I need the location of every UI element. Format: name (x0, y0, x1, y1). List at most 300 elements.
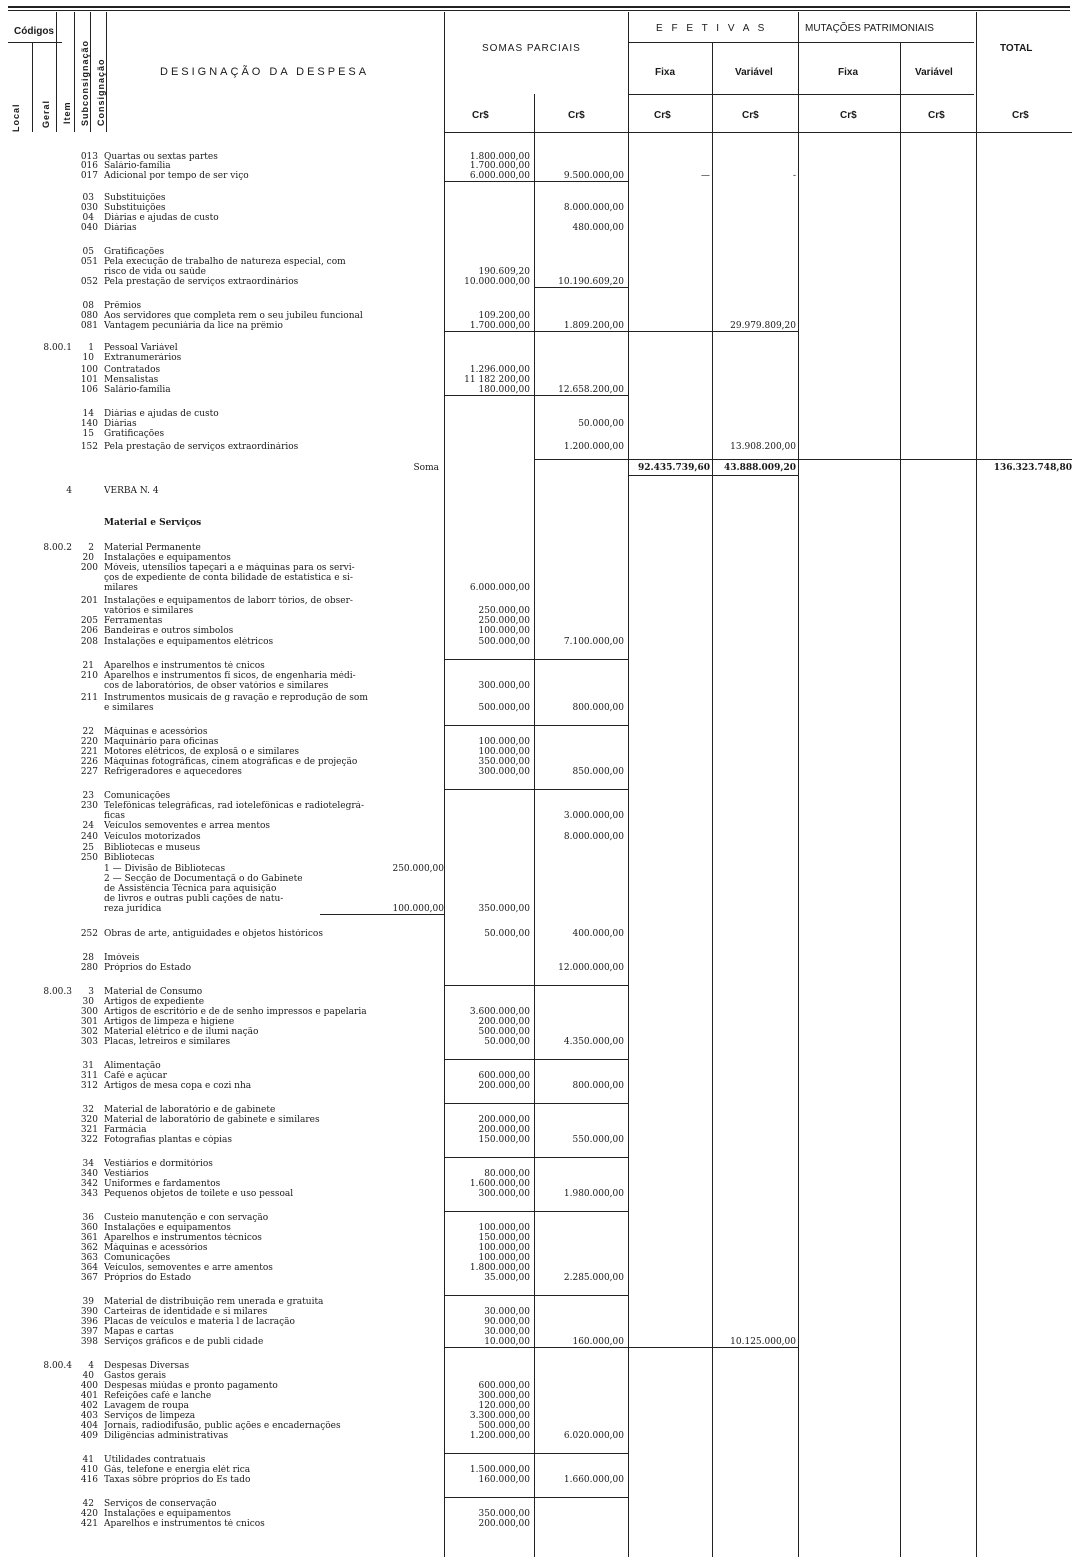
row-sp1: 500.000,00 (478, 637, 530, 647)
row-code: 340 (80, 1169, 98, 1179)
row-description: Serviços de limpeza (104, 1411, 196, 1421)
row-code: 221 (80, 747, 98, 757)
row-code: 362 (80, 1243, 98, 1253)
header-subconsignacao: Subconsignação (80, 39, 90, 126)
row-description: reza jurídica (104, 904, 162, 914)
codigos-underline (8, 42, 62, 43)
row-description: Fotografias plantas e cópias (104, 1135, 233, 1145)
table-row (0, 543, 1078, 553)
header-mutacoes-fixa: Fixa (838, 67, 859, 78)
row-description: Aos servidores que completa rem o seu jubileu funcional (104, 311, 363, 321)
row-sp2: 480.000,00 (572, 223, 624, 233)
row-code: 081 (80, 321, 98, 331)
row-description: Imóveis (104, 953, 140, 963)
row-description: Próprios do Estado (104, 963, 192, 973)
row-description: Prêmios (104, 301, 142, 311)
table-row (0, 1455, 1078, 1465)
row-sp2: 2.285.000,00 (563, 1273, 624, 1283)
row-code: 312 (80, 1081, 98, 1091)
row-description: Substituições (104, 193, 166, 203)
table-row (0, 1263, 1078, 1273)
row-code: 24 (82, 821, 94, 831)
table-row (0, 442, 1078, 452)
table-row (0, 616, 1078, 626)
row-description: Vestiários (104, 1169, 149, 1179)
table-row (0, 953, 1078, 963)
row-description: Gratificações (104, 429, 165, 439)
row-description: risco de vida ou saúde (104, 267, 206, 277)
row-sp1: 6.000.000,00 (469, 171, 530, 181)
row-ev: 10.125.000,00 (730, 1337, 796, 1347)
row-description: Artigos de mesa copa e cozi nha (104, 1081, 252, 1091)
table-row (0, 1499, 1078, 1509)
rule (444, 1059, 628, 1060)
row-sp1: 10.000.000,00 (464, 277, 530, 287)
rule (444, 725, 628, 726)
row-description: Material de laboratório de gabinete e similares (104, 1115, 320, 1125)
table-row (0, 553, 1078, 563)
row-code: 34 (82, 1159, 94, 1169)
row-code: 401 (80, 1391, 98, 1401)
table-row (0, 1223, 1078, 1233)
rule (444, 181, 628, 182)
row-description: Refeições café e lanche (104, 1391, 212, 1401)
row-code: 200 (80, 563, 98, 573)
row-description: Salário-família (104, 161, 171, 171)
row-description: Pela execução de trabalho de natureza especial, com (104, 257, 346, 267)
row-code: 40 (82, 1371, 94, 1381)
row-sp2: 4.350.000,00 (563, 1037, 624, 1047)
table-row (0, 193, 1078, 203)
table-row (0, 1243, 1078, 1253)
row-description: cos de laboratórios, de obser vatórios e similares (104, 681, 329, 691)
row-description: Material de distribuição rem unerada e gratuita (104, 1297, 324, 1307)
row-ef: — (701, 171, 710, 181)
row-loc: 8.00.3 (43, 987, 72, 997)
row-code: 301 (80, 1017, 98, 1027)
row-code: 052 (80, 277, 98, 287)
table-row (0, 727, 1078, 737)
row-code: 302 (80, 1027, 98, 1037)
row-sp2: 160.000,00 (572, 1337, 624, 1347)
table-row (0, 894, 1078, 904)
table-row (0, 767, 1078, 777)
row-code: 31 (82, 1061, 94, 1071)
row-sp1: 30.000,00 (484, 1327, 530, 1337)
rule (444, 1295, 628, 1296)
top-rule-thin (8, 10, 1070, 11)
table-row (0, 1105, 1078, 1115)
currency-total: Cr$ (1012, 110, 1029, 121)
rule (444, 659, 628, 660)
row-code: 20 (82, 553, 94, 563)
row-description: de livros e outras publi cações de natu- (104, 894, 284, 904)
row-code: 320 (80, 1115, 98, 1125)
row-sp2: 550.000,00 (572, 1135, 624, 1145)
row-sp1: 200.000,00 (478, 1519, 530, 1529)
table-row (0, 573, 1078, 583)
table-row (0, 518, 1078, 528)
row-description: Instrumentos musicais de g ravação e reprodução de som (104, 693, 368, 703)
table-row (0, 1381, 1078, 1391)
row-description: Diligências administrativas (104, 1431, 229, 1441)
row-sp1: 150.000,00 (478, 1135, 530, 1145)
row-sp1: 200.000,00 (478, 1115, 530, 1125)
row-sp1: 250.000,00 (478, 616, 530, 626)
rule (444, 1103, 628, 1104)
currency-mv: Cr$ (928, 110, 945, 121)
row-ef: 92.435.739,60 (637, 463, 710, 473)
row-sp1: 90.000,00 (484, 1317, 530, 1327)
table-row (0, 904, 1078, 914)
table-row (0, 671, 1078, 681)
row-description: ços de expediente de conta bilidade de estatística e si- (104, 573, 353, 583)
header-geral: Geral (41, 99, 51, 128)
row-code: 280 (80, 963, 98, 973)
table-row (0, 801, 1078, 811)
row-description: Instalações e equipamentos (104, 1223, 231, 1233)
row-code: 210 (80, 671, 98, 681)
row-description: Uniformes e fardamentos (104, 1179, 221, 1189)
row-sp1: 500.000,00 (478, 1027, 530, 1037)
row-description: Artigos de expediente (104, 997, 205, 1007)
row-description: vatórios e similares (104, 606, 194, 616)
row-description: Pessoal Variável (104, 343, 178, 353)
row-description: Material e Serviços (104, 518, 202, 528)
row-sp1: 200.000,00 (478, 1081, 530, 1091)
row-sp1: 1.200.000,00 (469, 1431, 530, 1441)
table-row (0, 365, 1078, 375)
row-description: Artigos de limpeza e higiene (104, 1017, 235, 1027)
table-row (0, 884, 1078, 894)
header-item: Item (62, 101, 72, 124)
table-row (0, 757, 1078, 767)
header-efetivas-fixa: Fixa (655, 67, 676, 78)
table-row (0, 693, 1078, 703)
row-code: 402 (80, 1401, 98, 1411)
row-code: 390 (80, 1307, 98, 1317)
table-row (0, 1401, 1078, 1411)
rule (444, 1157, 628, 1158)
row-description: Pela prestação de serviços extraordinários (104, 442, 299, 452)
row-description: Comunicações (104, 791, 171, 801)
row-code: 240 (80, 832, 98, 842)
row-inner: 100.000,00 (392, 904, 444, 914)
row-description: Lavagem de roupa (104, 1401, 189, 1411)
row-description: Quartas ou sextas partes (104, 152, 218, 162)
row-loc: 8.00.1 (43, 343, 72, 353)
row-description: Vestiários e dormitórios (104, 1159, 213, 1169)
row-code: 25 (82, 843, 94, 853)
row-code: 226 (80, 757, 98, 767)
row-code: 396 (80, 1317, 98, 1327)
row-code: 397 (80, 1327, 98, 1337)
table-row (0, 963, 1078, 973)
row-sp1: 350.000,00 (478, 904, 530, 914)
table-row (0, 463, 1078, 473)
table-row (0, 1027, 1078, 1037)
row-description: Móveis, utensílios tapeçari a e máquinas para os servi- (104, 563, 355, 573)
row-code: 4 (88, 1361, 94, 1371)
table-row (0, 596, 1078, 606)
row-description: Placas de veículos e materia l de lacração (104, 1317, 295, 1327)
table-row (0, 791, 1078, 801)
row-description: Instalações e equipamentos (104, 553, 231, 563)
row-description: Ferramentas (104, 616, 163, 626)
row-sp1: 100.000,00 (478, 1243, 530, 1253)
row-description: Serviços de conservação (104, 1499, 217, 1509)
table-row (0, 1159, 1078, 1169)
row-sp1: 500.000,00 (478, 703, 530, 713)
row-sp1: 300.000,00 (478, 1189, 530, 1199)
vline-sub (90, 12, 91, 132)
table-row (0, 1115, 1078, 1125)
row-description: Artigos de escritório e de de senho impressos e papelaria (104, 1007, 367, 1017)
currency-sp1: Cr$ (472, 110, 489, 121)
row-description: Vantagem pecuniária da lice na prêmio (104, 321, 283, 331)
row-code: 404 (80, 1421, 98, 1431)
row-sp2: 9.500.000,00 (563, 171, 624, 181)
row-description: de Assistência Técnica para aquisição (104, 884, 277, 894)
table-row (0, 203, 1078, 213)
table-row (0, 1431, 1078, 1441)
row-description: Despesas Diversas (104, 1361, 190, 1371)
row-sp2: 800.000,00 (572, 1081, 624, 1091)
table-row (0, 321, 1078, 331)
vline-local (32, 42, 33, 132)
table-row (0, 385, 1078, 395)
row-loc: 4 (66, 486, 72, 496)
row-sp2: 8.000.000,00 (563, 832, 624, 842)
row-code: 220 (80, 737, 98, 747)
row-code: 367 (80, 1273, 98, 1283)
row-sp1: 180.000,00 (478, 385, 530, 395)
header-mutacoes: MUTAÇÕES PATRIMONIAIS (805, 23, 934, 34)
table-row (0, 1307, 1078, 1317)
row-sp1: 300.000,00 (478, 767, 530, 777)
row-description: Gastos gerais (104, 1371, 166, 1381)
row-sp1: 600.000,00 (478, 1381, 530, 1391)
row-description: Aparelhos e instrumentos técnicos (104, 1233, 262, 1243)
row-code: 398 (80, 1337, 98, 1347)
row-code: 10 (82, 353, 94, 363)
rule (444, 1453, 628, 1454)
table-row (0, 1273, 1078, 1283)
row-description: Gratificações (104, 247, 165, 257)
row-description: Café e açúcar (104, 1071, 167, 1081)
row-code: 361 (80, 1233, 98, 1243)
row-description: Telefônicas telegráficas, rad iotelefônicas e radiotelegrá- (104, 801, 365, 811)
row-code: 03 (82, 193, 94, 203)
row-code: 360 (80, 1223, 98, 1233)
row-code: 400 (80, 1381, 98, 1391)
row-description: Mapas e cartas (104, 1327, 174, 1337)
row-sp2: 800.000,00 (572, 703, 624, 713)
row-code: 363 (80, 1253, 98, 1263)
table-row (0, 353, 1078, 363)
row-description: Aparelhos e instrumentos fí sicos, de engenharia médi- (104, 671, 356, 681)
row-code: 106 (80, 385, 98, 395)
row-sp2: 12.000.000,00 (558, 963, 624, 973)
row-sp1: 250.000,00 (478, 606, 530, 616)
table-row (0, 929, 1078, 939)
row-code: 2 (88, 543, 94, 553)
row-code: 342 (80, 1179, 98, 1189)
rule (534, 287, 628, 288)
row-code: 421 (80, 1519, 98, 1529)
row-description: Mensalistas (104, 375, 159, 385)
row-description: Máquinas fotográficas, cinem atográficas e de projeção (104, 757, 358, 767)
row-sp1: 50.000,00 (484, 1037, 530, 1047)
row-sp1: 1.600.000,00 (469, 1179, 530, 1189)
row-code: 22 (82, 727, 94, 737)
row-description: Salário-família (104, 385, 171, 395)
row-sp1: 100.000,00 (478, 747, 530, 757)
row-description: Extranumerários (104, 353, 182, 363)
row-sp1: 150.000,00 (478, 1233, 530, 1243)
table-row (0, 247, 1078, 257)
row-description: Veículos semoventes e arrea mentos (104, 821, 271, 831)
table-row (0, 375, 1078, 385)
row-code: 14 (82, 409, 94, 419)
row-sp1: 300.000,00 (478, 681, 530, 691)
row-sp1: 200.000,00 (478, 1125, 530, 1135)
row-description: Bandeiras e outros símbolos (104, 626, 234, 636)
table-row (0, 661, 1078, 671)
row-sp1: 50.000,00 (484, 929, 530, 939)
table-row (0, 1371, 1078, 1381)
table-row (0, 1421, 1078, 1431)
table-row (0, 811, 1078, 821)
row-code: 016 (80, 161, 98, 171)
row-description: Comunicações (104, 1253, 171, 1263)
table-row (0, 1361, 1078, 1371)
rule-soma-top (534, 459, 1072, 460)
table-row (0, 637, 1078, 647)
row-sp1: 350.000,00 (478, 1509, 530, 1519)
header-consignacao: Consignação (96, 58, 106, 126)
row-description: VERBA N. 4 (104, 486, 159, 496)
row-description: Diárias e ajudas de custo (104, 409, 219, 419)
row-description: Despesas miúdas e pronto pagamento (104, 1381, 278, 1391)
table-row (0, 1179, 1078, 1189)
row-description: Bibliotecas e museus (104, 843, 201, 853)
row-description: Instalações e equipamentos de laborr tórios, de obser- (104, 596, 353, 606)
row-sp1: 30.000,00 (484, 1307, 530, 1317)
row-sp1: 1.700.000,00 (469, 161, 530, 171)
row-code: 403 (80, 1411, 98, 1421)
row-code: 013 (80, 152, 98, 162)
row-tot: 136.323.748,80 (993, 463, 1072, 473)
row-description: e similares (104, 703, 154, 713)
header-mutacoes-variavel: Variável (915, 67, 953, 78)
row-code: 36 (82, 1213, 94, 1223)
table-row (0, 1213, 1078, 1223)
row-code: 41 (82, 1455, 94, 1465)
row-sp1: 600.000,00 (478, 1071, 530, 1081)
row-code: 322 (80, 1135, 98, 1145)
row-sp1: 35.000,00 (484, 1273, 530, 1283)
row-code: 101 (80, 375, 98, 385)
rule (444, 1347, 798, 1348)
row-sp2: 50.000,00 (578, 419, 624, 429)
table-row (0, 223, 1078, 233)
row-code: 28 (82, 953, 94, 963)
efetivas-underline (628, 42, 974, 43)
table-row (0, 853, 1078, 863)
row-sp2: 3.000.000,00 (563, 811, 624, 821)
row-description: Máquinas e acessórios (104, 727, 208, 737)
table-row (0, 1519, 1078, 1529)
row-code: 205 (80, 616, 98, 626)
table-row (0, 1007, 1078, 1017)
row-code: 364 (80, 1263, 98, 1273)
row-code: 32 (82, 1105, 94, 1115)
row-description: Utilidades contratuais (104, 1455, 206, 1465)
row-inner: 250.000,00 (392, 864, 444, 874)
table-row (0, 1475, 1078, 1485)
rule (444, 1211, 628, 1212)
row-sp1: 190.609,20 (478, 267, 530, 277)
table-row (0, 1465, 1078, 1475)
row-sp2: 850.000,00 (572, 767, 624, 777)
table-row (0, 843, 1078, 853)
row-code: 08 (82, 301, 94, 311)
rule (444, 789, 628, 790)
row-description: Material Permanente (104, 543, 201, 553)
row-description: Diárias e ajudas de custo (104, 213, 219, 223)
table-row (0, 1189, 1078, 1199)
row-code: 211 (80, 693, 98, 703)
rule (444, 1497, 628, 1498)
row-code: 080 (80, 311, 98, 321)
rule (444, 395, 628, 396)
row-code: 017 (80, 171, 98, 181)
currency-mf: Cr$ (840, 110, 857, 121)
row-description: Substituições (104, 203, 166, 213)
row-code: 21 (82, 661, 94, 671)
row-sp2: 1.809.200,00 (563, 321, 624, 331)
row-description: Próprios do Estado (104, 1273, 192, 1283)
table-row (0, 1391, 1078, 1401)
row-sp1: 3.600.000,00 (469, 1007, 530, 1017)
row-code: 051 (80, 257, 98, 267)
row-description: Aparelhos e instrumentos té cnicos (104, 1519, 265, 1529)
row-sp2: 1.980.000,00 (563, 1189, 624, 1199)
table-row (0, 1317, 1078, 1327)
row-description: Contratados (104, 365, 161, 375)
row-sp1: 500.000,00 (478, 1421, 530, 1431)
table-row (0, 1169, 1078, 1179)
table-row (0, 832, 1078, 842)
header-total: TOTAL (1000, 43, 1033, 54)
header-local: Local (11, 103, 21, 132)
table-row (0, 311, 1078, 321)
row-code: 208 (80, 637, 98, 647)
row-description: Veículos motorizados (104, 832, 201, 842)
row-description: Motores elétricos, de explosã o e similares (104, 747, 300, 757)
table-row (0, 987, 1078, 997)
row-description: Obras de arte, antiguidades e objetos históricos (104, 929, 323, 939)
row-description: ficas (104, 811, 126, 821)
table-row (0, 1327, 1078, 1337)
table-row (0, 1125, 1078, 1135)
table-row (0, 1135, 1078, 1145)
table-row (0, 583, 1078, 593)
row-description: Serviços gráficos e de publi cidade (104, 1337, 264, 1347)
row-sp1: 100.000,00 (478, 1223, 530, 1233)
table-row (0, 1411, 1078, 1421)
